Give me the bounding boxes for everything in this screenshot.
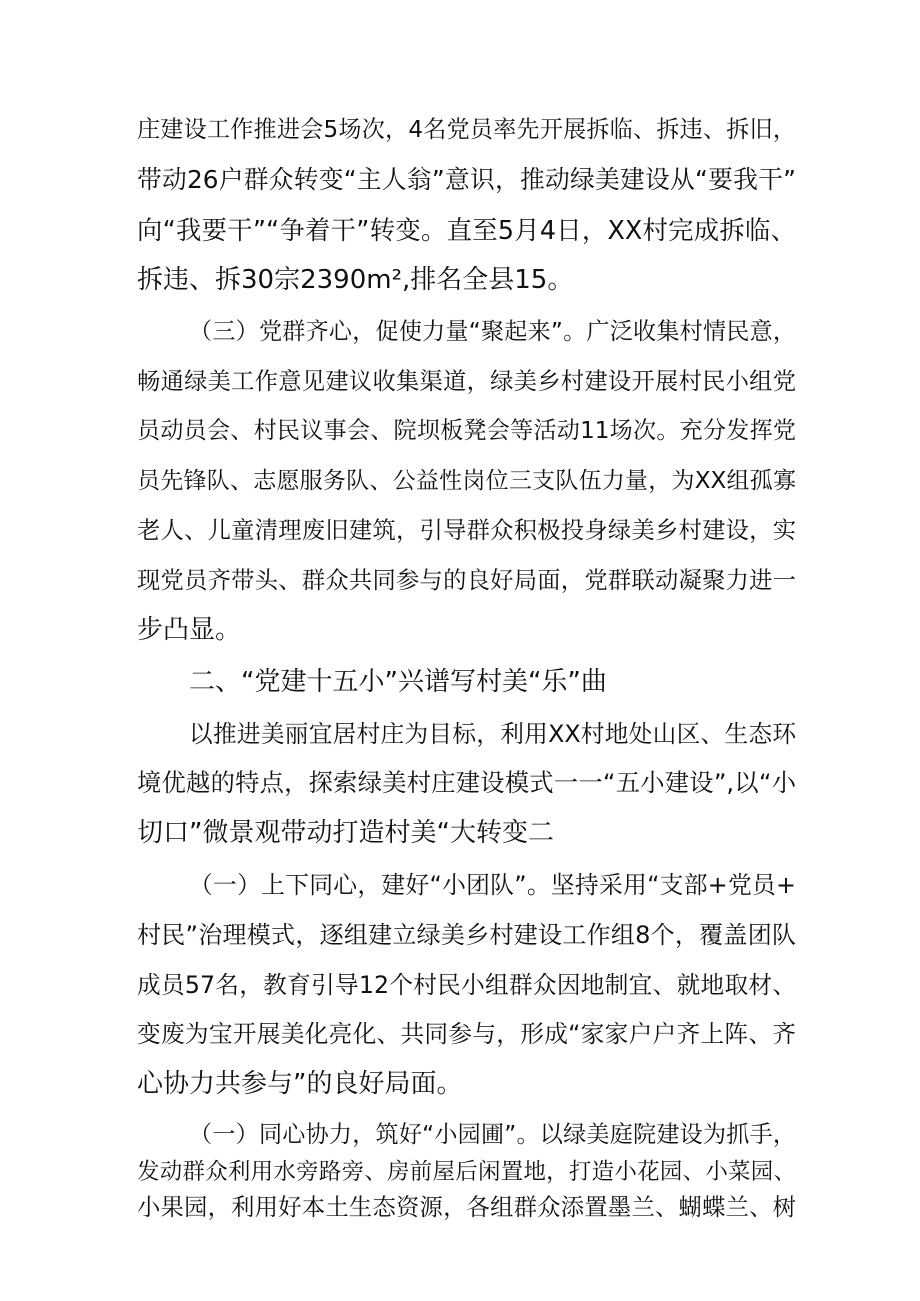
text-line: 畅通绿美工作意见建议收集渠道，绿美乡村建设开展村民小组党 [137,368,796,395]
paragraph-first-line: 以推进美丽宜居村庄为目标，利用XX村地处山区、生态环 [189,720,796,748]
text-line: 村民”治理模式，逐组建立绿美乡村建设工作组8个，覆盖团队 [137,921,796,949]
text-line: 变废为宝开展美化亮化、共同参与，形成“家家户户齐上阵、齐 [137,1020,796,1048]
text-line: 庄建设工作推进会5场次，4名党员率先开展拆临、拆违、拆旧， [137,117,796,143]
text-line: 小果园，利用好本土生态资源，各组群众添置墨兰、蝴蝶兰、树 [137,1194,796,1221]
text-line: 员先锋队、志愿服务队、公益性岗位三支队伍力量，为XX组孤寡 [137,468,796,494]
text-line: 员动员会、村民议事会、院坝板凳会等活动11场次。充分发挥党 [137,418,796,444]
line-text: 拆违、拆30宗2390m²,排名全县15。 [137,265,574,295]
paragraph-first-line: （三）党群齐心，促使力量“聚起来”。广泛收集村情民意， [189,319,796,345]
text-line-last: 心协力共参与”的良好局面。 [137,1069,463,1099]
text-line-last: 步凸显。 [137,615,242,645]
text-line: 成员57名，教育引导12个村民小组群众因地制宜、就地取材、 [137,971,796,999]
paragraph-first-line: （一）上下同心，建好“小团队”。坚持采用“支部+党员+ [189,871,796,899]
section-heading: 二、“党建十五小”兴谱写村美“乐”曲 [189,667,607,697]
text-line-last [137,263,796,297]
text-line: 向“我要干”“争着干”转变。直至5月4日，XX村完成拆临、 [137,215,796,245]
text-line-last: 切口”微景观带动打造村美“大转变二 [137,818,554,848]
text-line: 发动群众利用水旁路旁、房前屋后闲置地，打造小花园、小菜园、 [137,1159,796,1185]
text-line: 带动26户群众转变“主人翁”意识，推动绿美建设从“要我干” [137,165,796,194]
paragraph-first-line: （一）同心协力，筑好“小园圃”。以绿美庭院建设为抓手， [189,1122,796,1148]
text-line: 老人、儿童清理废旧建筑，引导群众积极投身绿美乡村建设，实 [137,517,796,544]
text-line: 现党员齐带头、群众共同参与的良好局面，党群联动凝聚力进一 [137,567,796,594]
text-line: 境优越的特点，探索绿美村庄建设模式一一“五小建设”,以“小 [137,768,796,797]
